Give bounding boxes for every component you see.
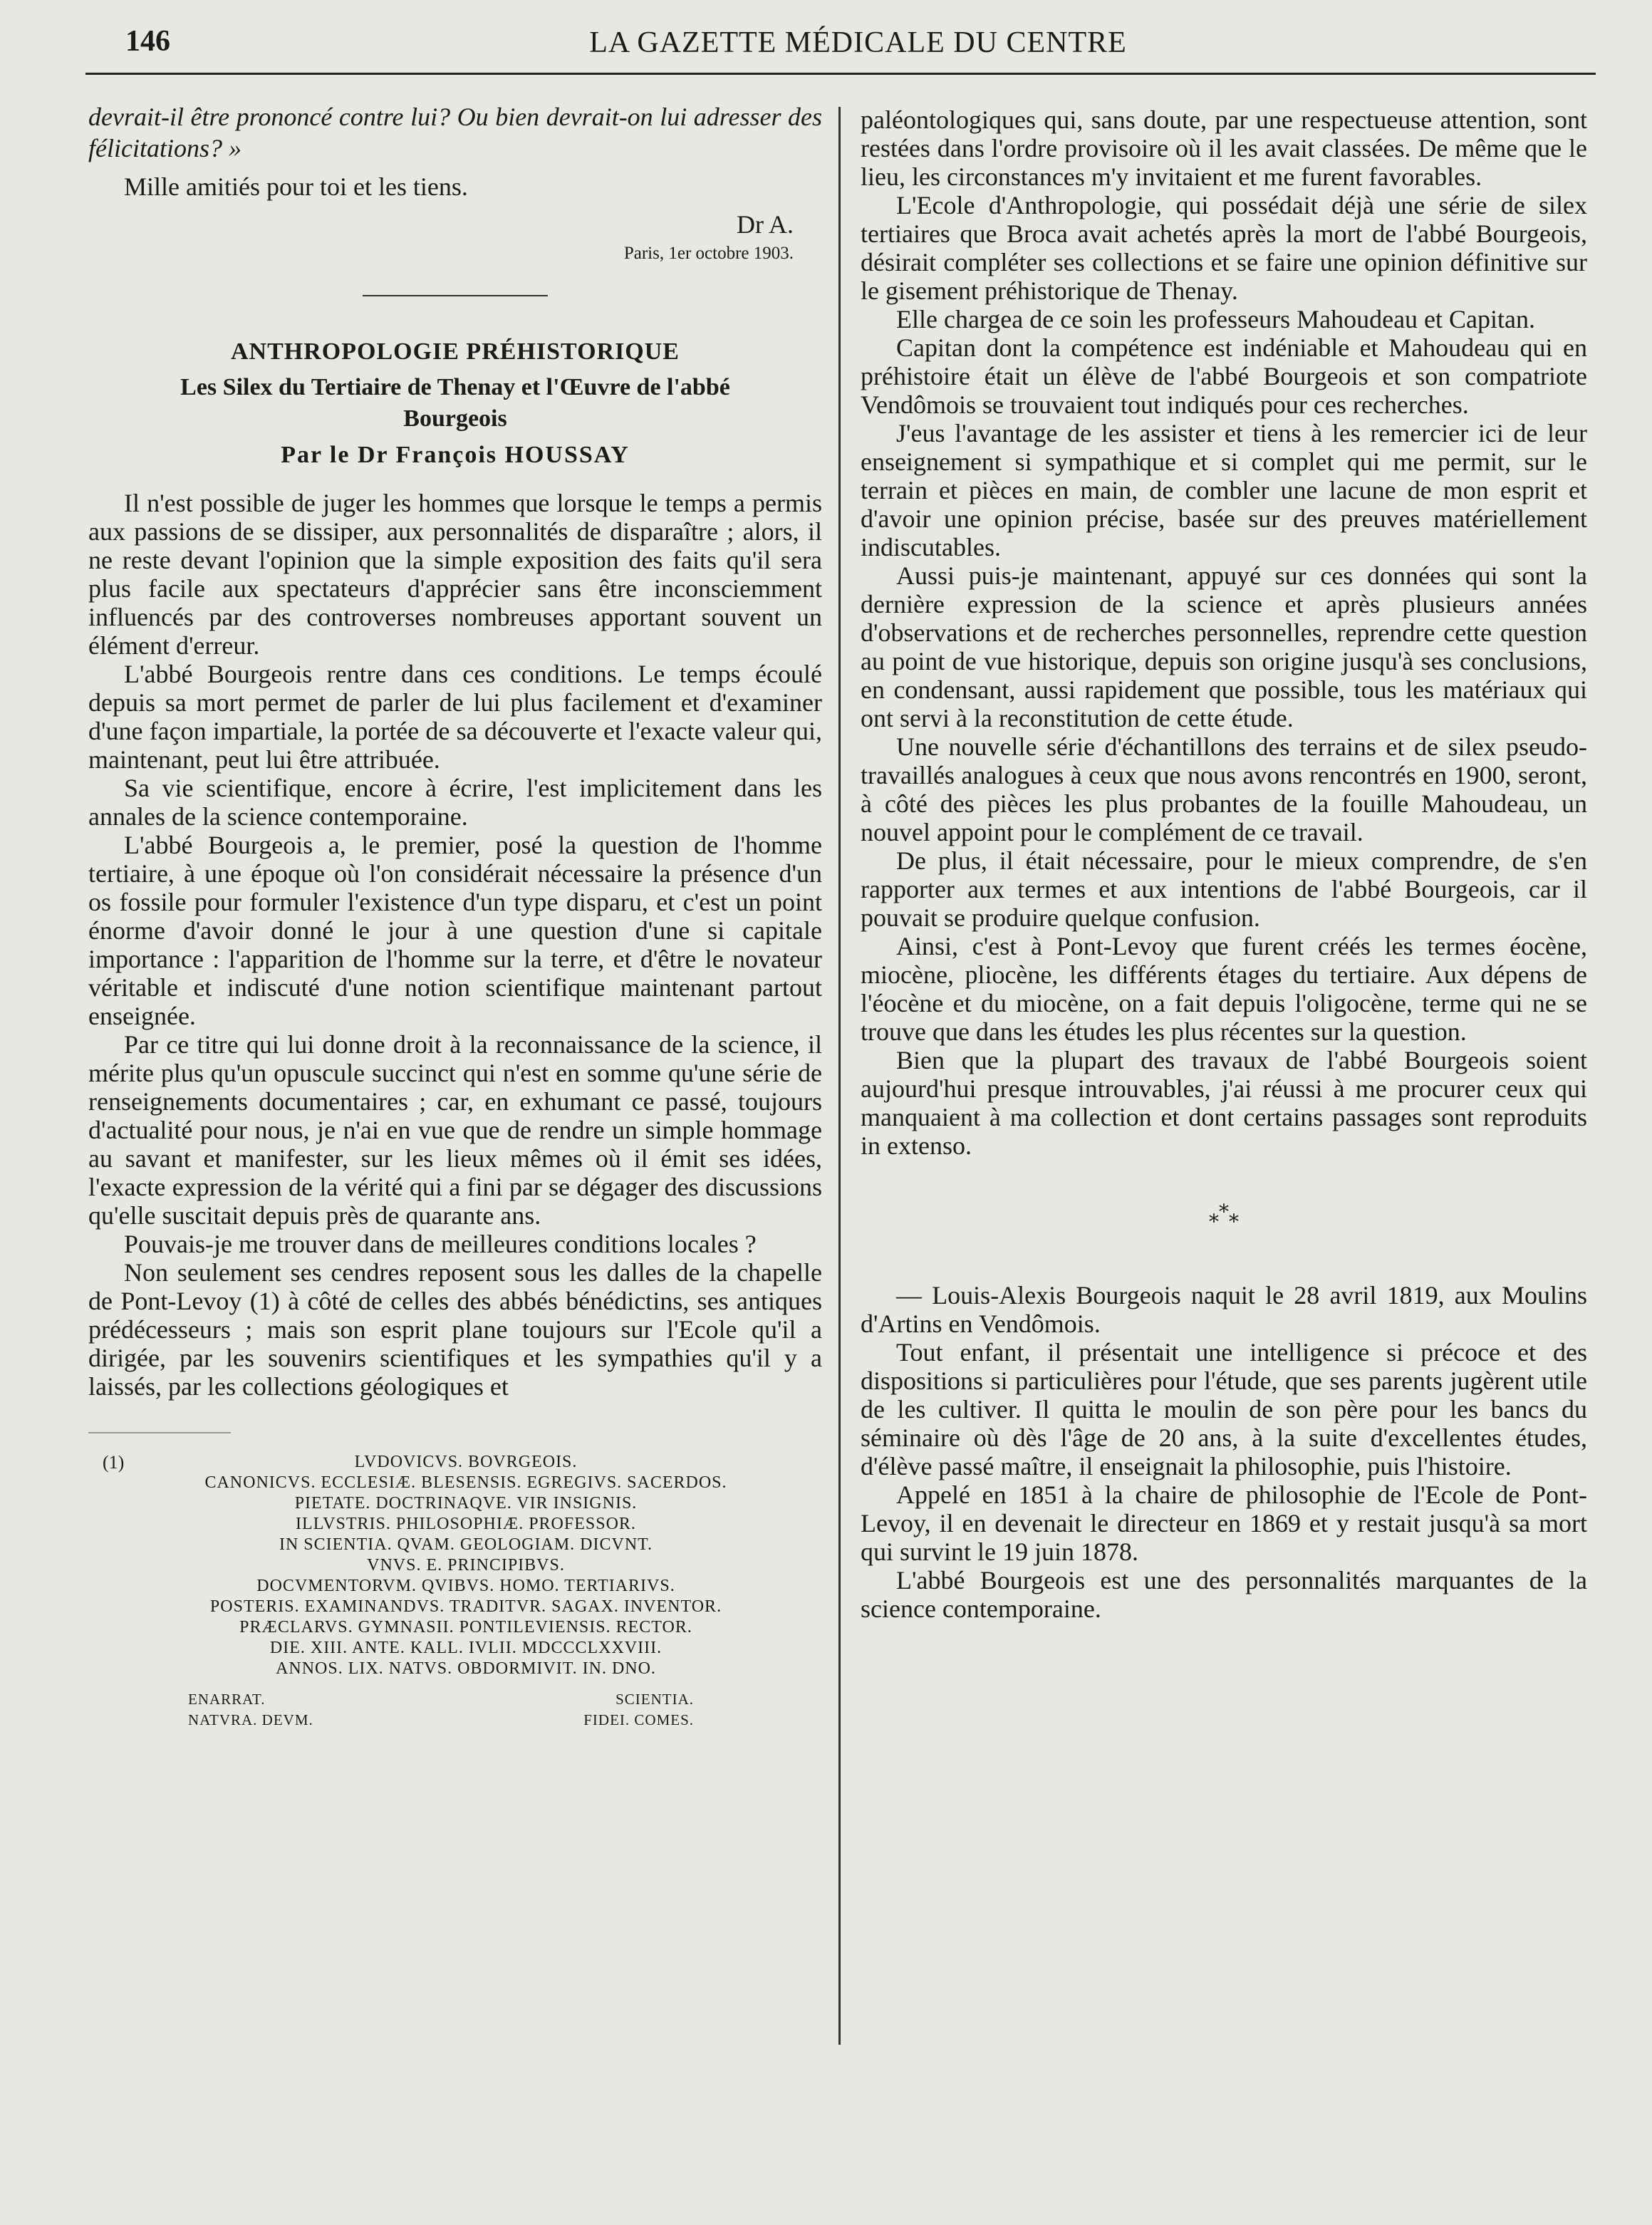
article-paragraph: L'abbé Bourgeois a, le premier, posé la question de l'homme tertiaire, à une époque où l'on considérait nécessaire la présence d'un os fossile pour formuler l'existence d'un type disparu, et c'est un point énorme d'avoir donné le jour à une question d'une si capitale importance : l'apparition de l'homme sur la terre, et d'être le novateur véritable et indiscuté d'une notion scientifique maintenant partout enseignée. — [88, 831, 822, 1030]
asterism-left: ⁎ — [1209, 1205, 1219, 1227]
epitaph-line: DOCVMENTORVM. QVIBVS. HOMO. TERTIARIVS. — [256, 1577, 675, 1595]
article-byline: Par le Dr François HOUSSAY — [281, 442, 630, 468]
article-paragraph: Elle chargea de ce soin les professeurs Mahoudeau et Capitan. — [896, 305, 1536, 333]
article-title: Les Silex du Tertiaire de Thenay et l'Œuvre de l'abbé Bourgeois — [180, 374, 730, 432]
letter-signoff: Mille amitiés pour toi et les tiens. — [124, 172, 468, 201]
asterism-bottom — [861, 1205, 1587, 1227]
epitaph-line: DIE. XIII. ANTE. KALL. IVLII. MDCCCLXXVIII. — [269, 1639, 663, 1657]
running-title: LA GAZETTE MÉDICALE DU CENTRE — [589, 26, 1127, 59]
page-number: 146 — [125, 25, 170, 58]
article-paragraph: L'Ecole d'Anthropologie, qui possédait déjà une série de silex tertiaires que Broca avait achetés après la mort de l'abbé Bourgeois, désirait compléter ses collections et se faire une opinion définitive sur le gisement préhistorique de Thenay. — [861, 191, 1587, 305]
section-separator-rule — [363, 295, 548, 296]
article-paragraph: Sa vie scientifique, encore à écrire, l'est implicitement dans les annales de la science contemporaine. — [88, 774, 822, 831]
article-paragraph: Bien que la plupart des travaux de l'abbé Bourgeois soient aujourd'hui presque introuvables, j'ai réussi à me procurer ceux qui manquaient à ma collection et dont certains passages sont reproduits in extenso. — [861, 1046, 1587, 1160]
page-header — [0, 0, 1652, 71]
article-paragraph: Non seulement ses cendres reposent sous les dalles de la chapelle de Pont-Levoy (1) à côté de celles des abbés bénédictins, ses antiques prédécesseurs ; mais son esprit plane toujours sur l'Ecole qu'il a dirigée, par les souvenirs scientifiques et les sympathies qu'il y a laissés, par les collections géologiques et — [88, 1258, 822, 1401]
article-paragraph: Ainsi, c'est à Pont-Levoy que furent créés les termes éocène, miocène, pliocène, les différents étages du tertiaire. Aux dépens de l'éocène et du miocène, on a fait depuis l'oligocène, terme qui ne se trouve que dans les études les plus récentes sur la question. — [861, 932, 1587, 1046]
right-column — [861, 105, 1587, 1623]
article-paragraph: J'eus l'avantage de les assister et tiens à les remercier ici de leur enseignement si sympathique et si complet qui me permit, sur le terrain et pièces en main, de combler une lacune de mon esprit et d'avoir une opinion précise, basée sur des preuves matériellement indiscutables. — [861, 419, 1587, 561]
epitaph-pair — [110, 1689, 822, 1710]
article-paragraph: Il n'est possible de juger les hommes que lorsque le temps a permis aux passions de se dissiper, aux personnalités de disparaître ; alors, il ne reste devant l'opinion que la simple exposition des faits qu'il sera plus facile aux spectateurs d'apprécier sans être inconsciemment influencés par des controverses nombreuses apportant souvent un élément d'erreur. — [88, 489, 822, 660]
article-paragraph: De plus, il était nécessaire, pour le mieux comprendre, de s'en rapporter aux termes et aux intentions de l'abbé Bourgeois, car il pouvait se produire quelque confusion. — [861, 846, 1587, 932]
epitaph-pair-left: ENARRAT. — [188, 1691, 266, 1708]
letter-dateline: Paris, 1er octobre 1903. — [623, 244, 794, 263]
section-title: ANTHROPOLOGIE PRÉHISTORIQUE — [231, 338, 680, 365]
epitaph-line: PIETATE. DOCTRINAQVE. VIR INSIGNIS. — [294, 1494, 638, 1513]
epitaph-line: ANNOS. LIX. NATVS. OBDORMIVIT. IN. DNO. — [276, 1659, 656, 1678]
epitaph-line: VNVS. E. PRINCIPIBVS. — [367, 1556, 565, 1575]
letter-closing-quote: devrait-il être prononcé contre lui? Ou bien devrait-on lui adresser des félicitations? » — [88, 103, 822, 162]
letter-signature: Dr A. — [737, 210, 794, 239]
asterism-ornament — [861, 1195, 1587, 1227]
epitaph-line: ILLVSTRIS. PHILOSOPHIÆ. PROFESSOR. — [296, 1515, 636, 1533]
article-paragraph: Une nouvelle série d'échantillons des terrains et de silex pseudo-travaillés analogues à ceux que nous avons rencontrés en 1900, seront, à côté des pièces les plus probantes de la fouille Mahoudeau, un nouvel appoint pour le complément de ce travail. — [861, 732, 1587, 846]
article-paragraph: Capitan dont la compétence est indéniable et Mahoudeau qui en préhistoire était un élève de l'abbé Bourgeois et son compatriote Vendômois se trouvaient tout indiqués pour ces recherches. — [861, 333, 1587, 419]
epitaph-line: POSTERIS. EXAMINANDVS. TRADITVR. SAGAX. INVENTOR. — [209, 1597, 722, 1616]
epitaph-line: IN SCIENTIA. QVAM. GEOLOGIAM. DICVNT. — [279, 1535, 653, 1554]
epitaph-pair-right: SCIENTIA. — [615, 1691, 694, 1708]
biography-paragraph: Tout enfant, il présentait une intelligence si précoce et des dispositions si particulières pour l'étude, que ses parents jugèrent utile de les cultiver. Il quitta le moulin de son père pour les bancs du séminaire où dès l'âge de 20 ans, à la suite d'excellentes études, d'élève passé maître, il enseignait la philosophie, puis l'histoire. — [861, 1338, 1587, 1480]
article-paragraph: L'abbé Bourgeois rentre dans ces conditions. Le temps écoulé depuis sa mort permet de parler de lui plus facilement et d'examiner d'une façon impartiale, la portée de sa découverte et l'exacte valeur qui, maintenant, peut lui être attribuée. — [88, 660, 822, 774]
epitaph-line: CANONICVS. ECCLESIÆ. BLESENSIS. EGREGIVS. SACERDOS. — [204, 1473, 727, 1492]
biography-paragraph: L'abbé Bourgeois est une des personnalités marquantes de la science contemporaine. — [861, 1566, 1587, 1623]
footnote-epitaph — [88, 1452, 822, 1731]
column-divider — [838, 107, 841, 2045]
article-paragraph: Par ce titre qui lui donne droit à la reconnaissance de la science, il mérite plus qu'un opuscule succinct qui n'est en somme qu'une série de renseignements documentaires ; car, en exhumant ce passé, toujours d'actualité pour nous, je n'ai en vue que de rendre un simple hommage au savant et manifester, sur les lieux mêmes où il émit ses idées, l'exacte expression de la vérité qui a fini par se dégager des discussions qu'elle suscitait depuis près de quarante ans. — [88, 1030, 822, 1230]
epitaph-pair — [110, 1710, 822, 1731]
article-paragraph: Aussi puis-je maintenant, appuyé sur ces données qui sont la dernière expression de la science et après plusieurs années d'observations et de recherches personnelles, reprendre cette question au point de vue historique, depuis son origine jusqu'à ses conclusions, en condensant, aussi rapidement que possible, tous les matériaux qui ont servi à la reconstitution de cette étude. — [861, 561, 1587, 732]
footnote-rule — [88, 1432, 231, 1433]
article-paragraph: Pouvais-je me trouver dans de meilleures conditions locales ? — [124, 1230, 757, 1258]
article-paragraph: paléontologiques qui, sans doute, par une respectueuse attention, sont restées dans l'ordre provisoire où il les avait classées. De même que le lieu, les circonstances m'y invitaient et me furent favorables. — [861, 105, 1587, 191]
epitaph-line: LVDOVICVS. BOVRGEOIS. — [354, 1453, 578, 1471]
asterism-top: ⁎ — [1219, 1195, 1229, 1217]
epitaph-line: PRÆCLARVS. GYMNASII. PONTILEVIENSIS. RECTOR. — [239, 1618, 692, 1637]
left-column — [88, 101, 822, 1731]
biography-paragraph: — Louis-Alexis Bourgeois naquit le 28 avril 1819, aux Moulins d'Artins en Vendômois. — [861, 1281, 1587, 1338]
epitaph-pair-right: FIDEI. COMES. — [583, 1711, 694, 1728]
footnote-marker: (1) — [103, 1452, 125, 1473]
asterism-right: ⁎ — [1229, 1205, 1239, 1227]
biography-paragraph: Appelé en 1851 à la chaire de philosophie de l'Ecole de Pont-Levoy, il en devenait le directeur en 1869 et y restait jusqu'à sa mort qui survint le 19 juin 1878. — [861, 1480, 1587, 1566]
epitaph-pair-left: NATVRA. DEVM. — [188, 1711, 313, 1728]
header-rule — [85, 73, 1596, 75]
